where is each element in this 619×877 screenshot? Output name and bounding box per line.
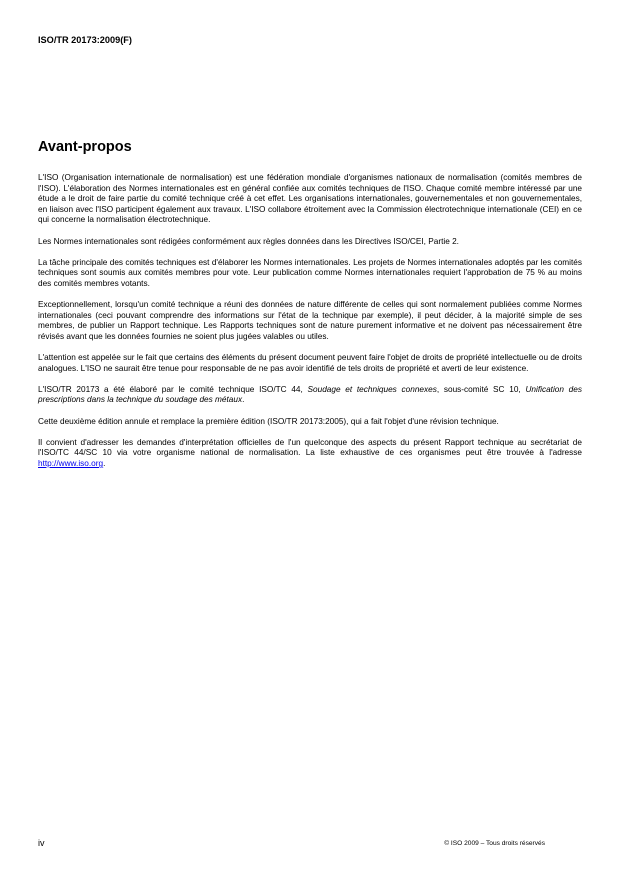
paragraph: L'attention est appelée sur le fait que certains des éléments du présent document peuvent faire l'objet de droits de propriété intellectuelle ou de droits analogues. L'ISO ne saurait être tenue pour responsable de ne pas avoir identifié de tels droits de propriété et averti de leur existence. — [38, 353, 582, 373]
paragraph: Les Normes internationales sont rédigées conformément aux règles données dans les Directives ISO/CEI, Partie 2. — [38, 236, 459, 246]
paragraph: Exceptionnellement, lorsqu'un comité technique a réuni des données de nature différente de celles qui sont normalement publiées comme Normes internationales (ceci pouvant comprendre des informations sur l'état de la technique par exemple), il peut décider, à la majorité simple de ses membres, de publier un Rapport technique. Les Rapports techniques sont de nature purement informative et ne doivent pas nécessairement être révisés avant que les données fournies ne soient plus jugées valables ou utiles. — [38, 300, 582, 341]
contact-paragraph — [38, 438, 582, 470]
page-title: Avant-propos — [38, 139, 132, 155]
sc-title: Unification des prescriptions dans la technique du soudage des métaux — [38, 384, 582, 405]
committee-text: , sous-comité SC 10, — [436, 384, 526, 394]
edition-paragraph: Cette deuxième édition annule et remplace la première édition (ISO/TR 20173:2005), qui a fait l'objet d'une révision technique. — [38, 416, 499, 426]
page-number: iv — [38, 838, 45, 848]
committee-text: . — [242, 395, 245, 405]
foreword-body — [38, 173, 582, 480]
paragraph: L'ISO (Organisation internationale de normalisation) est une fédération mondiale d'organismes nationaux de normalisation (comités membres de l'ISO). L'élaboration des Normes internationales est en général confiée aux comités techniques de l'ISO. Chaque comité membre intéressé par une étude a le droit de faire partie du comité technique créé à cet effet. Les organisations internationales, gouvernementales et non gouvernementales, en liaison avec l'ISO participent également aux travaux. L'ISO collabore étroitement avec la Commission électrotechnique internationale (CEI) en ce qui concerne la normalisation électrotechnique. — [38, 173, 582, 225]
copyright-notice: © ISO 2009 – Tous droits réservés — [444, 840, 545, 847]
committee-text: L'ISO/TR 20173 a été élaboré par le comité technique ISO/TC 44, — [38, 384, 308, 394]
committee-paragraph — [38, 385, 582, 406]
contact-text: . — [103, 459, 106, 469]
iso-website-link[interactable]: http://www.iso.org — [38, 459, 104, 469]
contact-text: Il convient d'adresser les demandes d'interprétation officielles de l'un quelconque des aspects du présent Rapport technique au secrétariat de l'ISO/TC 44/SC 10 via votre organisme national de normalisation. La liste exhaustive de ces organismes peut être trouvée à l'adresse — [38, 437, 582, 458]
paragraph: La tâche principale des comités techniques est d'élaborer les Normes internationales. Les projets de Normes internationales adoptés par les comités techniques sont soumis aux comités membres pour vote. Leur publication comme Normes internationales requiert l'approbation de 75 % au moins des comités membres votants. — [38, 257, 582, 288]
document-id-header: ISO/TR 20173:2009(F) — [38, 35, 132, 45]
tc-title: Soudage et techniques connexes — [307, 384, 437, 394]
